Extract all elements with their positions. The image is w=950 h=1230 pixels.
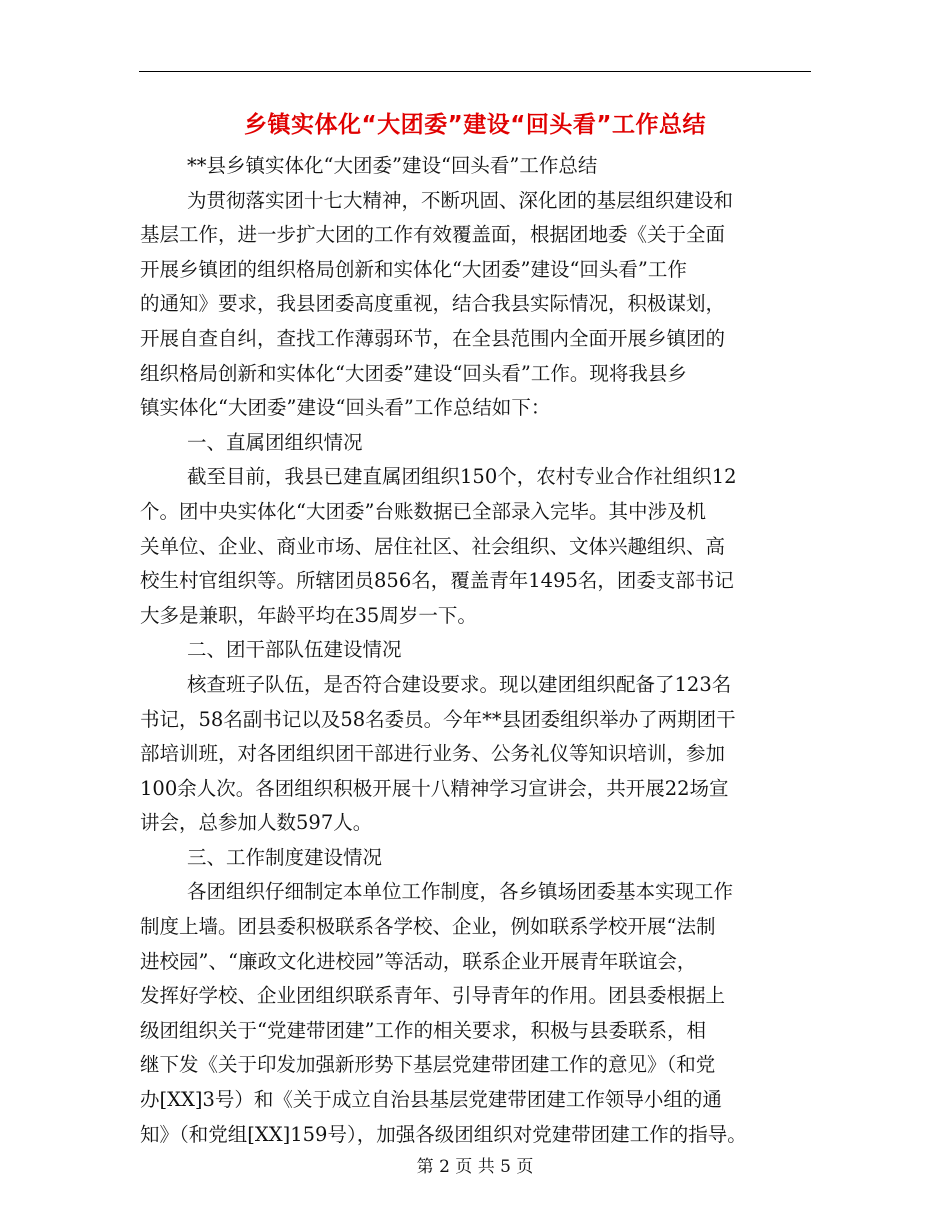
body-line: 知》（和党组[XX]159号），加强各级团组织对党建带团建工作的指导。 <box>140 1122 747 1146</box>
body-line: 为贯彻落实团十七大精神，不断巩固、深化团的基层组织建设和 <box>187 188 734 212</box>
body-line: 镇实体化“大团委”建设“回头看”工作总结如下： <box>140 396 551 420</box>
body-line: 进校园”、“廉政文化进校园”等活动，联系企业开展青年联谊会， <box>140 949 697 973</box>
body-line: 部培训班，对各团组织团干部进行业务、公务礼仪等知识培训，参加 <box>140 742 726 766</box>
body-line: 校生村官组织等。所辖团员856名，覆盖青年1495名，团委支部书记 <box>140 569 734 593</box>
document-body <box>140 149 815 1152</box>
document-title: 乡镇实体化“大团委”建设“回头看”工作总结 <box>244 112 706 138</box>
body-line: **县乡镇实体化“大团委”建设“回头看”工作总结 <box>187 154 598 177</box>
body-line: 关单位、企业、商业市场、居住社区、社会组织、文体兴趣组织、高 <box>140 534 726 558</box>
body-line: 三、工作制度建设情况 <box>187 845 383 869</box>
body-line: 大多是兼职，年龄平均在35周岁一下。 <box>140 603 477 627</box>
body-line: 级团组织关于“党建带团建”工作的相关要求，积极与县委联系，相 <box>140 1018 706 1042</box>
body-line: 开展自查自纠，查找工作薄弱环节，在全县范围内全面开展乡镇团的 <box>140 326 726 350</box>
body-line: 100余人次。各团组织积极开展十八精神学习宣讲会，共开展22场宣 <box>140 776 729 800</box>
body-line: 制度上墙。团县委积极联系各学校、企业，例如联系学校开展“法制 <box>140 915 716 939</box>
body-line: 一、直属团组织情况 <box>187 430 363 454</box>
header-rule <box>139 71 811 72</box>
page-indicator: 第 2 页 共 5 页 <box>416 1157 534 1177</box>
body-line: 发挥好学校、企业团组织联系青年、引导青年的作用。团县委根据上 <box>140 984 726 1008</box>
body-line: 讲会，总参加人数597人。 <box>140 811 373 835</box>
body-line: 继下发《关于印发加强新形势下基层党建带团建工作的意见》（和党 <box>140 1053 716 1077</box>
body-line: 截至目前，我县已建直属团组织150个，农村专业合作社组织12 <box>187 465 737 489</box>
body-line: 书记，58名副书记以及58名委员。今年**县团委组织举办了两期团干 <box>140 707 736 731</box>
body-line: 各团组织仔细制定本单位工作制度，各乡镇场团委基本实现工作 <box>187 880 734 904</box>
body-line: 组织格局创新和实体化“大团委”建设“回头看”工作。现将我县乡 <box>140 361 687 385</box>
body-line: 基层工作，进一步扩大团的工作有效覆盖面，根据团地委《关于全面 <box>140 223 726 247</box>
body-line: 核查班子队伍，是否符合建设要求。现以建团组织配备了123名 <box>187 672 732 696</box>
body-line: 的通知》要求，我县团委高度重视，结合我县实际情况，积极谋划， <box>140 292 726 316</box>
body-line: 开展乡镇团的组织格局创新和实体化“大团委”建设“回头看”工作 <box>140 257 687 281</box>
body-line: 二、团干部队伍建设情况 <box>187 638 402 662</box>
body-line: 个。团中央实体化“大团委”台账数据已全部录入完毕。其中涉及机 <box>140 499 706 523</box>
body-line: 办[XX]3号）和《关于成立自治县基层党建带团建工作领导小组的通 <box>140 1088 722 1112</box>
